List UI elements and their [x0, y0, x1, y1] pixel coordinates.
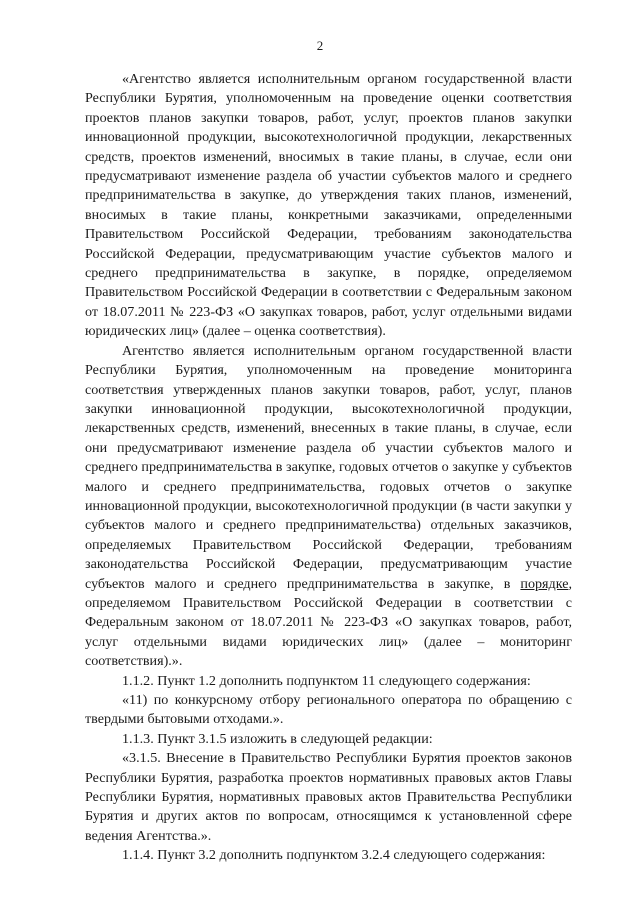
paragraph-text: Агентство является исполнительным органом государственной власти Республики Бурятия, уполномоченным на проведение мониторинга соответствия утвержденных планов закупки товаров, работ, услуг, планов закупки инновационной продукции, высокотехнологичной продукции, лекарственных средств, изменений, внесенных в такие планы, в случае, если они предусматривают изменение раздела об участии субъектов малого и среднего предпринимательства в закупке, годовых отчетов о закупке у субъектов малого и среднего предпринимательства, годовых отчетов о закупке инновационной продукции, высокотехнологичной продукции (в части закупки у субъектов малого и среднего предпринимательства) отдельных заказчиков, определяемых Правительством Российской Федерации, требованиям законодательства Российской Федерации, предусматривающим участие субъектов малого и среднего предпринимательства в закупке, в [85, 342, 572, 592]
document-body [85, 70, 572, 866]
underlined-word: порядке [520, 575, 569, 592]
page-number: 2 [316, 38, 324, 53]
paragraph-agency-assessment: «Агентство является исполнительным органом государственной власти Республики Бурятия, уполномоченным на проведение оценки соответствия проектов планов закупки товаров, работ, услуг, проектов планов закупки инновационной продукции, высокотехнологичной продукции, лекарственных средств, проектов изменений, вносимых в такие планы, в случае, если они предусматривают изменение раздела об участии субъектов малого и среднего предпринимательства в закупке, до утверждения таких планов, изменений, вносимых в такие планы, конкретными заказчиками, определенными Правительством Российской Федерации, требованиям законодательства Российской Федерации, предусматривающим участие субъектов малого и среднего предпринимательства в закупке, в порядке, определяемом Правительством Российской Федерации в соответствии с Федеральным законом от 18.07.2011 № 223-ФЗ «О закупках товаров, работ, услуг отдельными видами юридических лиц» (далее – оценка соответствия). [85, 71, 572, 340]
paragraph-clause-1-1-2: 1.1.2. Пункт 1.2 дополнить подпунктом 11 следующего содержания: [122, 672, 531, 689]
paragraph-clause-1-1-3: 1.1.3. Пункт 3.1.5 изложить в следующей редакции: [122, 730, 433, 747]
paragraph-clause-3-1-5: «3.1.5. Внесение в Правительство Республики Бурятия проектов законов Республики Бурятия, разработка проектов нормативных правовых актов Главы Республики Бурятия, нормативных правовых актов Правительства Республики Бурятия и других актов по вопросам, относящимся к установленной сфере ведения Агентства.». [85, 750, 572, 844]
paragraph-subclause-11: «11) по конкурсному отбору регионального оператора по обращению с твердыми бытовыми отходами.». [85, 692, 572, 728]
paragraph-clause-1-1-4: 1.1.4. Пункт 3.2 дополнить подпунктом 3.2.4 следующего содержания: [122, 847, 546, 864]
paragraph-agency-monitoring [85, 342, 572, 672]
paragraph-text: , определяемом Правительством Российской Федерации в соответствии с Федеральным законом от 18.07.2011 № 223-ФЗ «О закупках товаров, работ, услуг отдельными видами юридических лиц» (далее – мониторинг соответствия).». [85, 575, 572, 670]
